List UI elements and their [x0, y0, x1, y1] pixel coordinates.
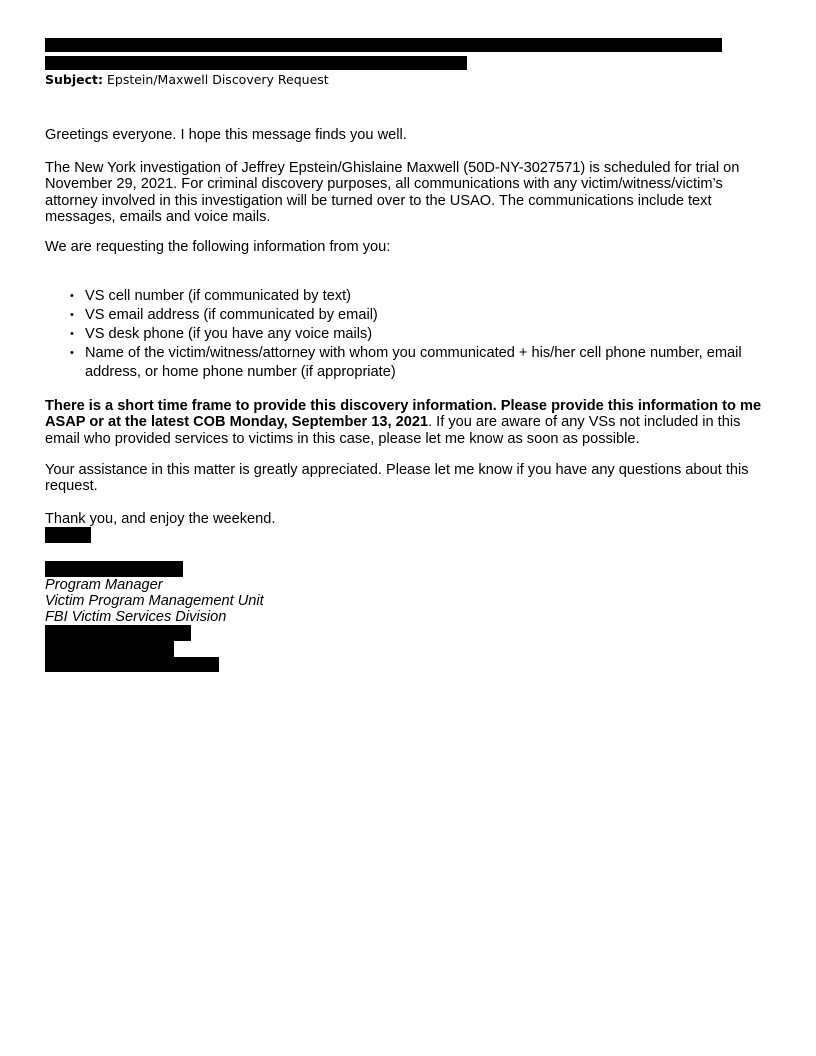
list-item [45, 306, 775, 325]
bullet-icon: • [70, 290, 74, 302]
deadline-rest-text: . If you are aware of any VSs not included in this email who provided services to victims in this case, please let me know as soon as possible. [45, 414, 741, 447]
request-intro-paragraph: We are requesting the following information from you: [45, 239, 391, 255]
appreciation-paragraph: Your assistance in this matter is greatly appreciated. Please let me know if you have any questions about this request. [45, 462, 749, 495]
redacted-contact-line-3 [45, 657, 219, 672]
list-item [45, 325, 775, 344]
subject-line [45, 72, 329, 88]
redacted-contact-line-2 [45, 641, 174, 657]
closing-line: Thank you, and enjoy the weekend. [45, 511, 276, 527]
deadline-bold-text: There is a short time frame to provide this discovery information. Please provide this information to me ASAP or at the latest COB Monday, September 13, 2021 [45, 398, 762, 431]
redacted-header-line-1 [45, 38, 722, 52]
signature-title: Program Manager [45, 577, 163, 593]
signature-division: FBI Victim Services Division [45, 609, 227, 625]
bullet-icon: • [70, 309, 74, 321]
list-item [45, 287, 775, 306]
redacted-sender-name [45, 527, 91, 543]
redacted-sender-fullname [45, 561, 183, 577]
list-item-text: VS email address (if communicated by email) [85, 307, 378, 323]
deadline-paragraph [45, 398, 775, 447]
investigation-paragraph: The New York investigation of Jeffrey Epstein/Ghislaine Maxwell (50D-NY-3027571) is scheduled for trial on November 29, 2021. For criminal discovery purposes, all communications with any victim/witness/victim’s attorney involved in this investigation will be turned over to the USAO. The communications include text messages, emails and voice mails. [45, 160, 740, 226]
bullet-icon: • [70, 328, 74, 340]
requested-info-list [45, 287, 775, 382]
subject-label: Subject: [45, 72, 103, 87]
greeting-paragraph: Greetings everyone. I hope this message finds you well. [45, 127, 407, 143]
redacted-contact-line-1 [45, 625, 191, 641]
list-item-text: VS cell number (if communicated by text) [85, 288, 352, 304]
list-item-text: VS desk phone (if you have any voice mails) [85, 326, 373, 342]
subject-value: Epstein/Maxwell Discovery Request [106, 72, 329, 87]
redacted-header-line-2 [45, 56, 467, 70]
bullet-icon: • [70, 347, 74, 359]
list-item-text: Name of the victim/witness/attorney with whom you communicated + his/her cell phone number, email address, or home phone number (if appropriate) [85, 345, 742, 380]
list-item [45, 344, 775, 382]
signature-unit: Victim Program Management Unit [45, 593, 264, 609]
